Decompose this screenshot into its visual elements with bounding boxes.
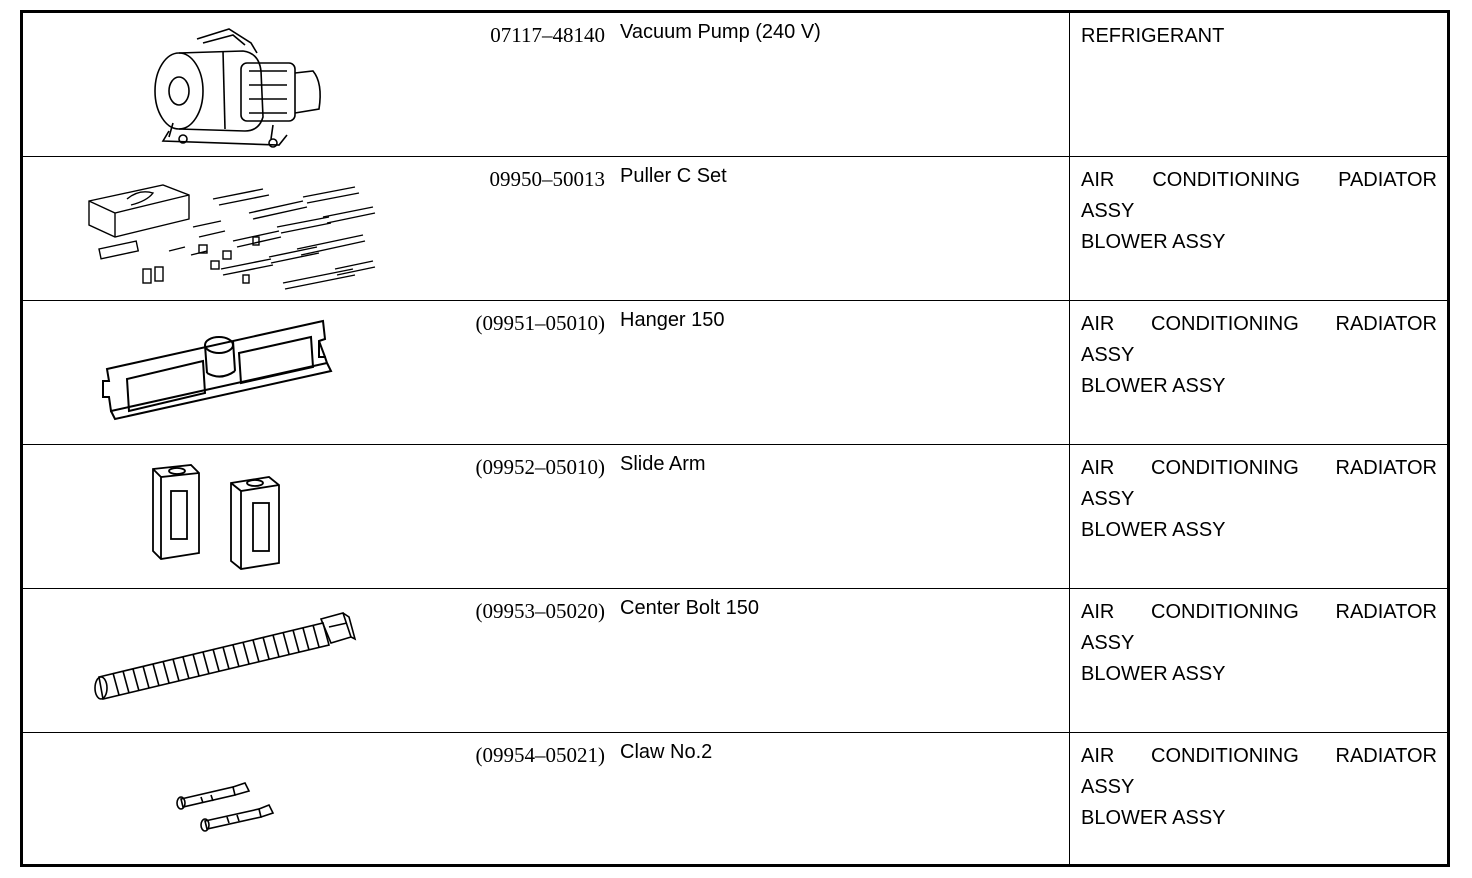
usage-line: BLOWER ASSY — [1081, 807, 1226, 829]
usage-word: AIR — [1081, 169, 1115, 191]
column-divider — [1069, 445, 1070, 588]
table-row — [23, 445, 1447, 589]
usage-line: BLOWER ASSY — [1081, 663, 1226, 685]
vacuum-pump-illustration — [73, 13, 423, 156]
column-divider — [1069, 157, 1070, 300]
part-number: 09950–50013 — [489, 167, 605, 191]
usage-line: ASSY — [1081, 776, 1135, 798]
usage-text — [1081, 165, 1437, 258]
usage-text — [1081, 21, 1437, 52]
usage-word: RADIATOR — [1335, 745, 1437, 767]
usage-line: ASSY — [1081, 488, 1135, 510]
part-number: 07117–48140 — [490, 23, 605, 47]
part-number: (09954–05021) — [475, 743, 605, 767]
usage-word: CONDITIONING — [1151, 457, 1299, 479]
column-divider — [1069, 589, 1070, 732]
part-name: Hanger 150 — [620, 309, 725, 331]
table-row — [23, 301, 1447, 445]
part-name: Vacuum Pump (240 V) — [620, 21, 821, 43]
center-bolt-illustration — [73, 589, 423, 732]
usage-line — [1081, 309, 1437, 340]
tool-table — [20, 10, 1450, 867]
usage-line: BLOWER ASSY — [1081, 519, 1226, 541]
usage-word: AIR — [1081, 313, 1115, 335]
usage-word: RADIATOR — [1335, 313, 1437, 335]
usage-line: ASSY — [1081, 632, 1135, 654]
usage-word: AIR — [1081, 601, 1115, 623]
part-name: Slide Arm — [620, 453, 706, 475]
table-row — [23, 157, 1447, 301]
usage-line: BLOWER ASSY — [1081, 375, 1226, 397]
usage-line: REFRIGERANT — [1081, 25, 1225, 47]
puller-c-set-illustration — [73, 157, 423, 300]
usage-text — [1081, 597, 1437, 690]
table-row — [23, 589, 1447, 733]
usage-text — [1081, 453, 1437, 546]
usage-word: CONDITIONING — [1151, 601, 1299, 623]
part-number: (09953–05020) — [475, 599, 605, 623]
part-name: Center Bolt 150 — [620, 597, 759, 619]
usage-word: AIR — [1081, 745, 1115, 767]
table-row — [23, 13, 1447, 157]
part-name: Puller C Set — [620, 165, 727, 187]
slide-arm-illustration — [73, 445, 423, 588]
usage-text — [1081, 309, 1437, 402]
part-name: Claw No.2 — [620, 741, 713, 763]
part-number: (09952–05010) — [475, 455, 605, 479]
column-divider — [1069, 301, 1070, 444]
column-divider — [1069, 733, 1070, 864]
part-number: (09951–05010) — [475, 311, 605, 335]
usage-word: CONDITIONING — [1151, 745, 1299, 767]
column-divider — [1069, 13, 1070, 156]
usage-line — [1081, 453, 1437, 484]
usage-word: RADIATOR — [1335, 601, 1437, 623]
usage-word: AIR — [1081, 457, 1115, 479]
hanger-illustration — [73, 301, 423, 444]
usage-line — [1081, 165, 1437, 196]
usage-word: CONDITIONING — [1152, 169, 1301, 191]
table-row — [23, 733, 1447, 864]
usage-line: ASSY — [1081, 344, 1135, 366]
usage-line: ASSY — [1081, 200, 1135, 222]
usage-line — [1081, 741, 1437, 772]
usage-word: PADIATOR — [1338, 169, 1437, 191]
claw-illustration — [73, 733, 423, 876]
usage-line: BLOWER ASSY — [1081, 231, 1226, 253]
usage-word: RADIATOR — [1335, 457, 1437, 479]
usage-line — [1081, 597, 1437, 628]
usage-word: CONDITIONING — [1151, 313, 1299, 335]
usage-text — [1081, 741, 1437, 834]
